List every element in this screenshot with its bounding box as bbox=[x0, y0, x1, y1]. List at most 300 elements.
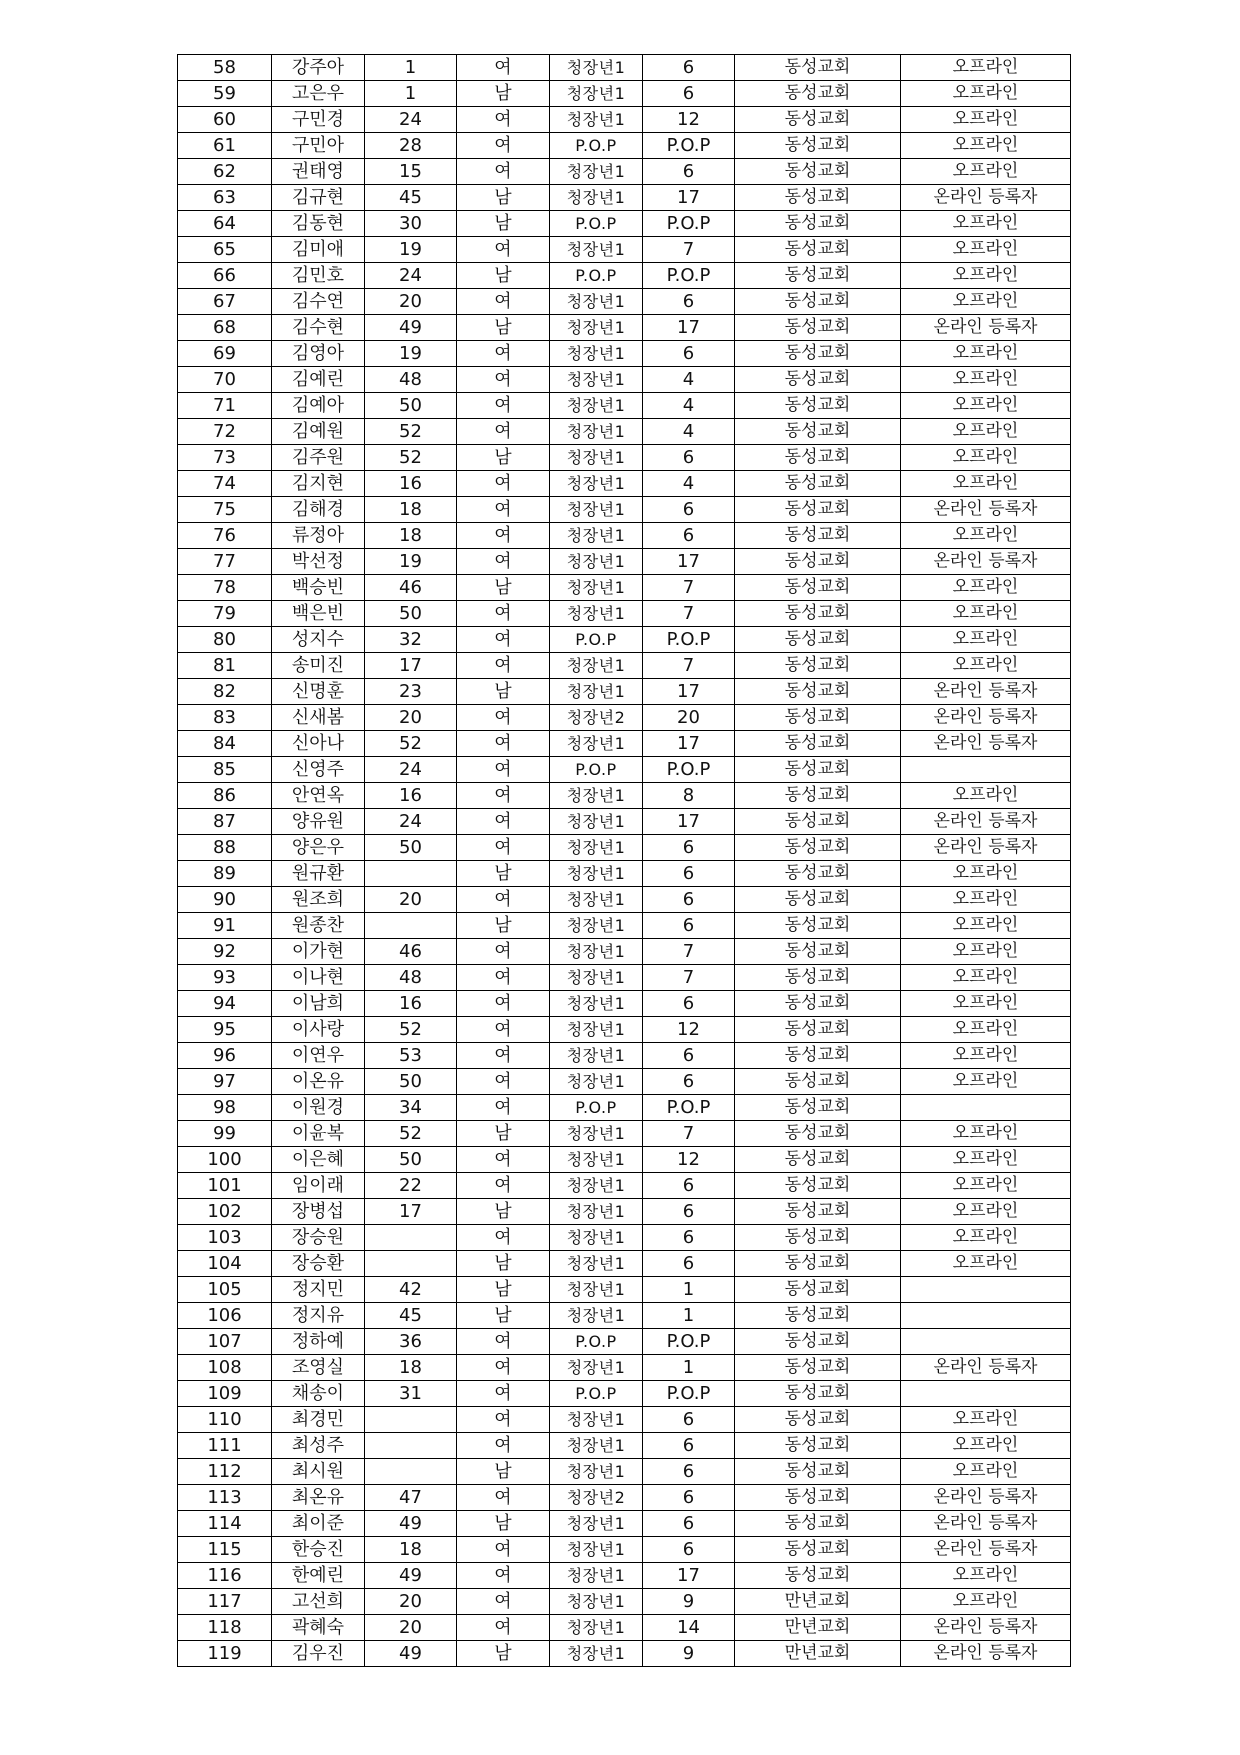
cell-class-number: 9 bbox=[643, 1589, 735, 1615]
cell-church: 동성교회 bbox=[735, 653, 901, 679]
cell-registration-status: 오프라인 bbox=[901, 601, 1071, 627]
cell-church: 동성교회 bbox=[735, 783, 901, 809]
cell-age: 50 bbox=[365, 835, 457, 861]
cell-group: 청장년1 bbox=[550, 1433, 643, 1459]
cell-name: 조영실 bbox=[272, 1355, 365, 1381]
cell-gender: 여 bbox=[457, 1069, 550, 1095]
cell-gender: 여 bbox=[457, 1095, 550, 1121]
table-row bbox=[178, 367, 1071, 393]
cell-age: 52 bbox=[365, 1121, 457, 1147]
cell-class-number: 7 bbox=[643, 653, 735, 679]
cell-gender: 여 bbox=[457, 1225, 550, 1251]
cell-name: 장승원 bbox=[272, 1225, 365, 1251]
cell-age: 20 bbox=[365, 289, 457, 315]
cell-gender: 남 bbox=[457, 575, 550, 601]
cell-group: 청장년2 bbox=[550, 1485, 643, 1511]
cell-class-number: P.O.P bbox=[643, 757, 735, 783]
cell-row-number: 80 bbox=[178, 627, 272, 653]
cell-name: 성지수 bbox=[272, 627, 365, 653]
cell-registration-status: 오프라인 bbox=[901, 55, 1071, 81]
cell-row-number: 104 bbox=[178, 1251, 272, 1277]
cell-church: 동성교회 bbox=[735, 991, 901, 1017]
table-row bbox=[178, 705, 1071, 731]
table-row bbox=[178, 1095, 1071, 1121]
cell-registration-status: 오프라인 bbox=[901, 237, 1071, 263]
cell-age: 19 bbox=[365, 237, 457, 263]
cell-name: 최시원 bbox=[272, 1459, 365, 1485]
cell-church: 동성교회 bbox=[735, 471, 901, 497]
cell-name: 정하예 bbox=[272, 1329, 365, 1355]
cell-group: P.O.P bbox=[550, 263, 643, 289]
cell-gender: 여 bbox=[457, 523, 550, 549]
cell-name: 최온유 bbox=[272, 1485, 365, 1511]
cell-gender: 남 bbox=[457, 1459, 550, 1485]
cell-gender: 여 bbox=[457, 393, 550, 419]
cell-name: 김미애 bbox=[272, 237, 365, 263]
cell-age: 24 bbox=[365, 757, 457, 783]
cell-age: 16 bbox=[365, 471, 457, 497]
cell-name: 김수연 bbox=[272, 289, 365, 315]
cell-registration-status: 오프라인 bbox=[901, 523, 1071, 549]
cell-gender: 여 bbox=[457, 1017, 550, 1043]
table-row bbox=[178, 1043, 1071, 1069]
cell-name: 원조희 bbox=[272, 887, 365, 913]
cell-registration-status: 오프라인 bbox=[901, 133, 1071, 159]
cell-group: P.O.P bbox=[550, 627, 643, 653]
cell-registration-status: 오프라인 bbox=[901, 1407, 1071, 1433]
table-row bbox=[178, 549, 1071, 575]
table-row bbox=[178, 783, 1071, 809]
cell-row-number: 111 bbox=[178, 1433, 272, 1459]
cell-church: 동성교회 bbox=[735, 159, 901, 185]
cell-class-number: 6 bbox=[643, 835, 735, 861]
cell-group: 청장년2 bbox=[550, 705, 643, 731]
cell-group: 청장년1 bbox=[550, 1199, 643, 1225]
cell-registration-status: 온라인 등록자 bbox=[901, 1355, 1071, 1381]
cell-registration-status: 오프라인 bbox=[901, 393, 1071, 419]
cell-class-number: 6 bbox=[643, 523, 735, 549]
cell-church: 동성교회 bbox=[735, 1303, 901, 1329]
cell-group: 청장년1 bbox=[550, 1147, 643, 1173]
cell-age: 20 bbox=[365, 1615, 457, 1641]
cell-class-number: 6 bbox=[643, 1069, 735, 1095]
cell-church: 동성교회 bbox=[735, 861, 901, 887]
cell-church: 동성교회 bbox=[735, 497, 901, 523]
cell-gender: 여 bbox=[457, 1615, 550, 1641]
cell-registration-status: 오프라인 bbox=[901, 1589, 1071, 1615]
cell-group: 청장년1 bbox=[550, 315, 643, 341]
cell-church: 동성교회 bbox=[735, 393, 901, 419]
cell-gender: 여 bbox=[457, 1589, 550, 1615]
cell-registration-status: 오프라인 bbox=[901, 341, 1071, 367]
cell-age: 52 bbox=[365, 1017, 457, 1043]
cell-age bbox=[365, 1433, 457, 1459]
cell-class-number: 7 bbox=[643, 237, 735, 263]
cell-age bbox=[365, 1225, 457, 1251]
cell-name: 박선정 bbox=[272, 549, 365, 575]
cell-registration-status: 오프라인 bbox=[901, 1563, 1071, 1589]
cell-church: 동성교회 bbox=[735, 679, 901, 705]
cell-group: 청장년1 bbox=[550, 549, 643, 575]
cell-registration-status: 오프라인 bbox=[901, 887, 1071, 913]
cell-gender: 여 bbox=[457, 1147, 550, 1173]
cell-row-number: 105 bbox=[178, 1277, 272, 1303]
table-row bbox=[178, 965, 1071, 991]
table-row bbox=[178, 757, 1071, 783]
table-row bbox=[178, 471, 1071, 497]
cell-registration-status: 온라인 등록자 bbox=[901, 705, 1071, 731]
table-row bbox=[178, 679, 1071, 705]
cell-age: 16 bbox=[365, 783, 457, 809]
table-row bbox=[178, 1615, 1071, 1641]
cell-row-number: 78 bbox=[178, 575, 272, 601]
cell-gender: 여 bbox=[457, 1329, 550, 1355]
cell-row-number: 91 bbox=[178, 913, 272, 939]
cell-group: 청장년1 bbox=[550, 471, 643, 497]
cell-name: 강주아 bbox=[272, 55, 365, 81]
cell-age: 46 bbox=[365, 575, 457, 601]
cell-gender: 남 bbox=[457, 81, 550, 107]
cell-age bbox=[365, 1251, 457, 1277]
cell-gender: 여 bbox=[457, 731, 550, 757]
cell-age: 18 bbox=[365, 523, 457, 549]
cell-gender: 남 bbox=[457, 679, 550, 705]
cell-registration-status: 온라인 등록자 bbox=[901, 549, 1071, 575]
cell-church: 동성교회 bbox=[735, 1407, 901, 1433]
cell-group: 청장년1 bbox=[550, 497, 643, 523]
cell-gender: 여 bbox=[457, 1043, 550, 1069]
cell-church: 동성교회 bbox=[735, 367, 901, 393]
cell-name: 원규환 bbox=[272, 861, 365, 887]
cell-name: 신영주 bbox=[272, 757, 365, 783]
cell-group: 청장년1 bbox=[550, 965, 643, 991]
cell-age: 18 bbox=[365, 497, 457, 523]
cell-row-number: 99 bbox=[178, 1121, 272, 1147]
cell-registration-status: 오프라인 bbox=[901, 211, 1071, 237]
cell-row-number: 60 bbox=[178, 107, 272, 133]
cell-registration-status: 온라인 등록자 bbox=[901, 835, 1071, 861]
cell-group: 청장년1 bbox=[550, 601, 643, 627]
cell-registration-status bbox=[901, 1329, 1071, 1355]
cell-group: 청장년1 bbox=[550, 1641, 643, 1667]
cell-name: 고은우 bbox=[272, 81, 365, 107]
cell-name: 김예아 bbox=[272, 393, 365, 419]
cell-age: 18 bbox=[365, 1355, 457, 1381]
cell-class-number: 6 bbox=[643, 1537, 735, 1563]
cell-class-number: 12 bbox=[643, 1147, 735, 1173]
cell-gender: 남 bbox=[457, 315, 550, 341]
cell-group: 청장년1 bbox=[550, 991, 643, 1017]
cell-row-number: 97 bbox=[178, 1069, 272, 1095]
cell-name: 채송이 bbox=[272, 1381, 365, 1407]
cell-class-number: P.O.P bbox=[643, 263, 735, 289]
table-row bbox=[178, 731, 1071, 757]
cell-church: 동성교회 bbox=[735, 1251, 901, 1277]
cell-name: 이은혜 bbox=[272, 1147, 365, 1173]
table-row bbox=[178, 601, 1071, 627]
cell-group: 청장년1 bbox=[550, 1303, 643, 1329]
cell-gender: 남 bbox=[457, 211, 550, 237]
cell-row-number: 116 bbox=[178, 1563, 272, 1589]
cell-gender: 남 bbox=[457, 1199, 550, 1225]
cell-church: 동성교회 bbox=[735, 939, 901, 965]
cell-group: 청장년1 bbox=[550, 1511, 643, 1537]
cell-group: 청장년1 bbox=[550, 1537, 643, 1563]
cell-church: 동성교회 bbox=[735, 913, 901, 939]
cell-row-number: 73 bbox=[178, 445, 272, 471]
cell-age: 50 bbox=[365, 1069, 457, 1095]
table-row bbox=[178, 341, 1071, 367]
cell-row-number: 108 bbox=[178, 1355, 272, 1381]
table-body bbox=[178, 55, 1071, 1667]
cell-registration-status: 오프라인 bbox=[901, 471, 1071, 497]
cell-age: 49 bbox=[365, 1563, 457, 1589]
cell-row-number: 112 bbox=[178, 1459, 272, 1485]
cell-name: 신명훈 bbox=[272, 679, 365, 705]
cell-church: 동성교회 bbox=[735, 601, 901, 627]
cell-name: 김해경 bbox=[272, 497, 365, 523]
cell-group: 청장년1 bbox=[550, 1589, 643, 1615]
table-row bbox=[178, 393, 1071, 419]
cell-church: 동성교회 bbox=[735, 1485, 901, 1511]
cell-name: 장승환 bbox=[272, 1251, 365, 1277]
cell-name: 이연우 bbox=[272, 1043, 365, 1069]
cell-class-number: 8 bbox=[643, 783, 735, 809]
table-row bbox=[178, 419, 1071, 445]
cell-gender: 여 bbox=[457, 289, 550, 315]
cell-gender: 여 bbox=[457, 1563, 550, 1589]
cell-church: 동성교회 bbox=[735, 887, 901, 913]
table-row bbox=[178, 1017, 1071, 1043]
cell-group: 청장년1 bbox=[550, 913, 643, 939]
cell-group: 청장년1 bbox=[550, 55, 643, 81]
cell-class-number: 6 bbox=[643, 159, 735, 185]
cell-age: 24 bbox=[365, 809, 457, 835]
cell-registration-status: 오프라인 bbox=[901, 991, 1071, 1017]
cell-gender: 남 bbox=[457, 445, 550, 471]
cell-age: 50 bbox=[365, 601, 457, 627]
cell-gender: 여 bbox=[457, 705, 550, 731]
cell-age: 31 bbox=[365, 1381, 457, 1407]
cell-name: 김우진 bbox=[272, 1641, 365, 1667]
table-row bbox=[178, 133, 1071, 159]
cell-church: 동성교회 bbox=[735, 1147, 901, 1173]
cell-gender: 여 bbox=[457, 419, 550, 445]
cell-row-number: 89 bbox=[178, 861, 272, 887]
cell-age: 20 bbox=[365, 705, 457, 731]
cell-row-number: 84 bbox=[178, 731, 272, 757]
cell-gender: 남 bbox=[457, 1277, 550, 1303]
cell-name: 양유원 bbox=[272, 809, 365, 835]
table-row bbox=[178, 861, 1071, 887]
cell-church: 동성교회 bbox=[735, 1511, 901, 1537]
cell-age: 28 bbox=[365, 133, 457, 159]
cell-gender: 남 bbox=[457, 1303, 550, 1329]
cell-class-number: 6 bbox=[643, 913, 735, 939]
cell-church: 동성교회 bbox=[735, 237, 901, 263]
cell-class-number: 6 bbox=[643, 1199, 735, 1225]
table-row bbox=[178, 627, 1071, 653]
cell-gender: 여 bbox=[457, 549, 550, 575]
cell-name: 김규현 bbox=[272, 185, 365, 211]
cell-registration-status: 오프라인 bbox=[901, 653, 1071, 679]
cell-registration-status: 오프라인 bbox=[901, 81, 1071, 107]
cell-church: 동성교회 bbox=[735, 1199, 901, 1225]
cell-age: 24 bbox=[365, 107, 457, 133]
table-row bbox=[178, 1381, 1071, 1407]
cell-class-number: 17 bbox=[643, 185, 735, 211]
cell-name: 권태영 bbox=[272, 159, 365, 185]
cell-name: 김민호 bbox=[272, 263, 365, 289]
cell-group: 청장년1 bbox=[550, 1277, 643, 1303]
cell-gender: 여 bbox=[457, 601, 550, 627]
cell-age bbox=[365, 1407, 457, 1433]
cell-gender: 여 bbox=[457, 107, 550, 133]
cell-class-number: P.O.P bbox=[643, 133, 735, 159]
cell-registration-status: 오프라인 bbox=[901, 1121, 1071, 1147]
cell-church: 동성교회 bbox=[735, 1329, 901, 1355]
cell-registration-status: 오프라인 bbox=[901, 1043, 1071, 1069]
cell-registration-status: 오프라인 bbox=[901, 627, 1071, 653]
table-row bbox=[178, 1121, 1071, 1147]
cell-registration-status: 온라인 등록자 bbox=[901, 1537, 1071, 1563]
cell-row-number: 88 bbox=[178, 835, 272, 861]
cell-group: 청장년1 bbox=[550, 575, 643, 601]
cell-age bbox=[365, 861, 457, 887]
cell-age: 49 bbox=[365, 1511, 457, 1537]
cell-class-number: 1 bbox=[643, 1303, 735, 1329]
cell-name: 송미진 bbox=[272, 653, 365, 679]
cell-name: 백승빈 bbox=[272, 575, 365, 601]
cell-class-number: 6 bbox=[643, 861, 735, 887]
table-row bbox=[178, 809, 1071, 835]
cell-registration-status: 오프라인 bbox=[901, 861, 1071, 887]
table-row bbox=[178, 1485, 1071, 1511]
cell-row-number: 76 bbox=[178, 523, 272, 549]
cell-registration-status bbox=[901, 1381, 1071, 1407]
cell-class-number: 17 bbox=[643, 1563, 735, 1589]
cell-row-number: 79 bbox=[178, 601, 272, 627]
cell-class-number: 6 bbox=[643, 1173, 735, 1199]
cell-registration-status: 온라인 등록자 bbox=[901, 809, 1071, 835]
cell-age: 22 bbox=[365, 1173, 457, 1199]
cell-class-number: 6 bbox=[643, 445, 735, 471]
cell-gender: 여 bbox=[457, 159, 550, 185]
table-row bbox=[178, 289, 1071, 315]
cell-row-number: 100 bbox=[178, 1147, 272, 1173]
table-row bbox=[178, 991, 1071, 1017]
cell-gender: 여 bbox=[457, 497, 550, 523]
cell-row-number: 115 bbox=[178, 1537, 272, 1563]
cell-row-number: 94 bbox=[178, 991, 272, 1017]
cell-gender: 여 bbox=[457, 1355, 550, 1381]
cell-group: 청장년1 bbox=[550, 1121, 643, 1147]
cell-church: 동성교회 bbox=[735, 315, 901, 341]
table-row bbox=[178, 1563, 1071, 1589]
cell-church: 동성교회 bbox=[735, 809, 901, 835]
cell-row-number: 95 bbox=[178, 1017, 272, 1043]
table-row bbox=[178, 575, 1071, 601]
cell-church: 동성교회 bbox=[735, 55, 901, 81]
cell-class-number: 17 bbox=[643, 731, 735, 757]
table-row bbox=[178, 185, 1071, 211]
cell-registration-status: 오프라인 bbox=[901, 1199, 1071, 1225]
cell-class-number: 20 bbox=[643, 705, 735, 731]
cell-class-number: P.O.P bbox=[643, 1095, 735, 1121]
cell-church: 동성교회 bbox=[735, 133, 901, 159]
table-row bbox=[178, 1251, 1071, 1277]
table-row bbox=[178, 159, 1071, 185]
cell-name: 이윤복 bbox=[272, 1121, 365, 1147]
cell-age: 20 bbox=[365, 887, 457, 913]
cell-class-number: 14 bbox=[643, 1615, 735, 1641]
cell-row-number: 75 bbox=[178, 497, 272, 523]
table-row bbox=[178, 1173, 1071, 1199]
cell-registration-status: 온라인 등록자 bbox=[901, 1485, 1071, 1511]
cell-church: 만년교회 bbox=[735, 1615, 901, 1641]
cell-group: 청장년1 bbox=[550, 523, 643, 549]
cell-row-number: 82 bbox=[178, 679, 272, 705]
cell-group: 청장년1 bbox=[550, 1251, 643, 1277]
cell-registration-status: 온라인 등록자 bbox=[901, 679, 1071, 705]
cell-church: 동성교회 bbox=[735, 419, 901, 445]
cell-age: 52 bbox=[365, 445, 457, 471]
cell-name: 김예린 bbox=[272, 367, 365, 393]
cell-gender: 남 bbox=[457, 263, 550, 289]
cell-group: 청장년1 bbox=[550, 887, 643, 913]
cell-registration-status bbox=[901, 1095, 1071, 1121]
cell-name: 김주원 bbox=[272, 445, 365, 471]
cell-name: 이온유 bbox=[272, 1069, 365, 1095]
cell-gender: 여 bbox=[457, 627, 550, 653]
cell-class-number: 6 bbox=[643, 341, 735, 367]
cell-name: 정지유 bbox=[272, 1303, 365, 1329]
cell-age: 30 bbox=[365, 211, 457, 237]
cell-registration-status: 오프라인 bbox=[901, 445, 1071, 471]
cell-row-number: 113 bbox=[178, 1485, 272, 1511]
table-row bbox=[178, 237, 1071, 263]
cell-name: 이가현 bbox=[272, 939, 365, 965]
cell-gender: 여 bbox=[457, 1485, 550, 1511]
cell-age: 18 bbox=[365, 1537, 457, 1563]
table-row bbox=[178, 1433, 1071, 1459]
cell-row-number: 109 bbox=[178, 1381, 272, 1407]
cell-group: 청장년1 bbox=[550, 1355, 643, 1381]
cell-gender: 여 bbox=[457, 1407, 550, 1433]
cell-group: 청장년1 bbox=[550, 1407, 643, 1433]
cell-age: 49 bbox=[365, 315, 457, 341]
cell-church: 동성교회 bbox=[735, 1173, 901, 1199]
cell-row-number: 67 bbox=[178, 289, 272, 315]
cell-gender: 남 bbox=[457, 1121, 550, 1147]
cell-class-number: 9 bbox=[643, 1641, 735, 1667]
cell-class-number: 6 bbox=[643, 1459, 735, 1485]
table-row bbox=[178, 1329, 1071, 1355]
table-row bbox=[178, 1069, 1071, 1095]
cell-age: 47 bbox=[365, 1485, 457, 1511]
cell-registration-status: 온라인 등록자 bbox=[901, 1615, 1071, 1641]
cell-church: 동성교회 bbox=[735, 627, 901, 653]
cell-registration-status: 오프라인 bbox=[901, 1225, 1071, 1251]
cell-church: 동성교회 bbox=[735, 1017, 901, 1043]
table-row bbox=[178, 1459, 1071, 1485]
table-row bbox=[178, 1303, 1071, 1329]
cell-church: 동성교회 bbox=[735, 81, 901, 107]
cell-age: 24 bbox=[365, 263, 457, 289]
table-row bbox=[178, 1225, 1071, 1251]
cell-registration-status: 오프라인 bbox=[901, 1433, 1071, 1459]
cell-registration-status: 오프라인 bbox=[901, 263, 1071, 289]
